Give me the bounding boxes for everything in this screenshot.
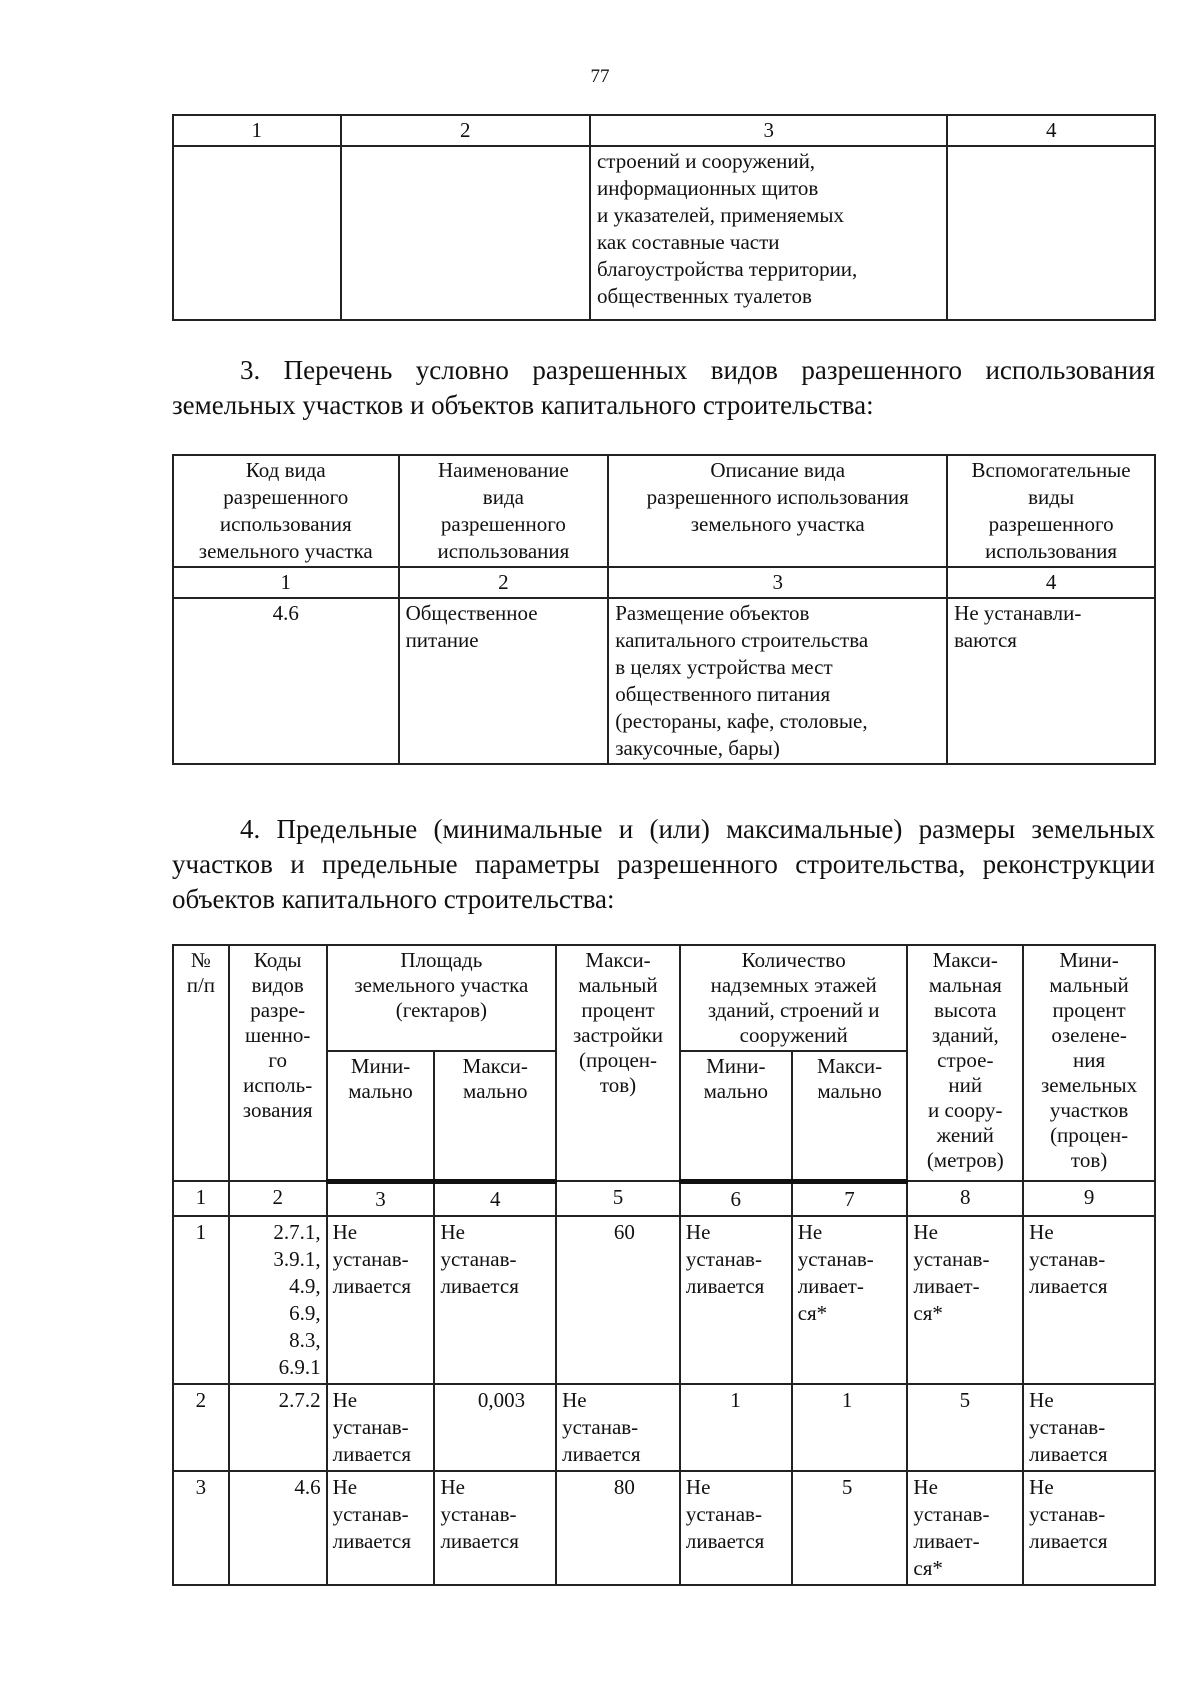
- cell-max-height: Не устанав- ливает- ся*: [907, 1216, 1023, 1384]
- section-3-heading: [172, 353, 1155, 423]
- cell-area-max: 0,003: [434, 1384, 556, 1471]
- cell-aux: Не устанавли- ваются: [947, 598, 1155, 764]
- cell-name: Общественное питание: [399, 598, 609, 764]
- header-codes: Коды видов разре- шенно- го исполь- зования: [229, 945, 327, 1181]
- col-number: 7: [792, 1181, 908, 1216]
- cell-floors-max: 5: [792, 1471, 908, 1585]
- table-header-row: [173, 115, 1155, 146]
- header-aux: Вспомогательные виды разрешенного использования: [947, 455, 1155, 567]
- col-number: 2: [399, 567, 609, 598]
- header-name: Наименование вида разрешенного использования: [399, 455, 609, 567]
- section-3-text: 3. Перечень условно разрешенных видов разрешенного использования земельных участков и объектов капитального строительства:: [172, 355, 1155, 420]
- cell-min-green: Не устанав- ливается: [1023, 1216, 1155, 1384]
- col-number: 8: [907, 1181, 1023, 1216]
- table-cell: строений и сооружений, информационных щитов и указателей, применяемых как составные части благоустройства территории, общественных туалетов: [590, 146, 947, 320]
- cell-min-green: Не устанав- ливается: [1023, 1384, 1155, 1471]
- header-area: Площадь земельного участка (гектаров): [327, 945, 557, 1051]
- col-number: 1: [173, 567, 399, 598]
- cell-code: 4.6: [173, 598, 399, 764]
- header-floors-min: Мини- мально: [680, 1051, 792, 1181]
- cell-floors-min: 1: [680, 1384, 792, 1471]
- cell-floors-max: 1: [792, 1384, 908, 1471]
- continuation-table: [172, 114, 1156, 321]
- header-num: № п/п: [173, 945, 229, 1181]
- section-4-heading: [172, 812, 1155, 917]
- col-number: 3: [327, 1181, 435, 1216]
- table-row: [173, 1384, 1155, 1471]
- page-number: 77: [590, 66, 610, 87]
- cell-num: 2: [173, 1384, 229, 1471]
- cell-area-min: Не устанав- ливается: [327, 1384, 435, 1471]
- table-row: [173, 146, 1155, 320]
- table-row: [173, 598, 1155, 764]
- conditional-use-table: [172, 454, 1156, 765]
- col-number: 2: [229, 1181, 327, 1216]
- col-number: 3: [608, 567, 947, 598]
- col-number: 6: [680, 1181, 792, 1216]
- cell-floors-max: Не устанав- ливает- ся*: [792, 1216, 908, 1384]
- cell-max-build: 80: [556, 1471, 680, 1585]
- cell-area-min: Не устанав- ливается: [327, 1216, 435, 1384]
- col-number: 1: [173, 1181, 229, 1216]
- section-4-text: 4. Предельные (минимальные и (или) максимальные) размеры земельных участков и предельные параметры разрешенного строительства, реконструкции объектов капитального строительства:: [172, 814, 1155, 914]
- col-number: 4: [947, 115, 1155, 146]
- cell-area-max: Не устанав- ливается: [434, 1471, 556, 1585]
- cell-floors-min: Не устанав- ливается: [680, 1216, 792, 1384]
- cell-description: Размещение объектов капитального строительства в целях устройства мест общественного питания (рестораны, кафе, столовые, закусочные, бары): [608, 598, 947, 764]
- table-header-row: [173, 945, 1155, 1051]
- header-floors: Количество надземных этажей зданий, строений и сооружений: [680, 945, 908, 1051]
- parameters-table: [172, 944, 1156, 1586]
- table-cell: [947, 146, 1155, 320]
- header-min-green: Мини- мальный процент озелене- ния земельных участков (процен- тов): [1023, 945, 1155, 1181]
- col-number: 5: [556, 1181, 680, 1216]
- cell-num: 1: [173, 1216, 229, 1384]
- col-number: 9: [1023, 1181, 1155, 1216]
- cell-max-build: 60: [556, 1216, 680, 1384]
- cell-area-max: Не устанав- ливается: [434, 1216, 556, 1384]
- cell-max-height: Не устанав- ливает- ся*: [907, 1471, 1023, 1585]
- col-number: 4: [947, 567, 1155, 598]
- header-max-height: Макси- мальная высота зданий, строе- ний и соору- жений (метров): [907, 945, 1023, 1181]
- cell-max-height: 5: [907, 1384, 1023, 1471]
- table-cell: [341, 146, 590, 320]
- cell-floors-min: Не устанав- ливается: [680, 1471, 792, 1585]
- header-floors-max: Макси- мально: [792, 1051, 908, 1181]
- header-area-max: Макси- мально: [434, 1051, 556, 1181]
- col-number: 1: [173, 115, 341, 146]
- table-number-row: [173, 1181, 1155, 1216]
- header-max-build: Макси- мальный процент застройки (процен- тов): [556, 945, 680, 1181]
- table-row: [173, 1216, 1155, 1384]
- cell-num: 3: [173, 1471, 229, 1585]
- col-number: 3: [590, 115, 947, 146]
- cell-max-build: Не устанав- ливается: [556, 1384, 680, 1471]
- cell-codes: 2.7.1, 3.9.1, 4.9, 6.9, 8.3, 6.9.1: [229, 1216, 327, 1384]
- cell-min-green: Не устанав- ливается: [1023, 1471, 1155, 1585]
- cell-codes: 4.6: [229, 1471, 327, 1585]
- cell-area-min: Не устанав- ливается: [327, 1471, 435, 1585]
- col-number: 4: [434, 1181, 556, 1216]
- table-header-row: [173, 455, 1155, 567]
- header-description: Описание вида разрешенного использования земельного участка: [608, 455, 947, 567]
- table-number-row: [173, 567, 1155, 598]
- cell-codes: 2.7.2: [229, 1384, 327, 1471]
- table-row: [173, 1471, 1155, 1585]
- header-code: Код вида разрешенного использования земельного участка: [173, 455, 399, 567]
- table-cell: [173, 146, 341, 320]
- col-number: 2: [341, 115, 590, 146]
- header-area-min: Мини- мально: [327, 1051, 435, 1181]
